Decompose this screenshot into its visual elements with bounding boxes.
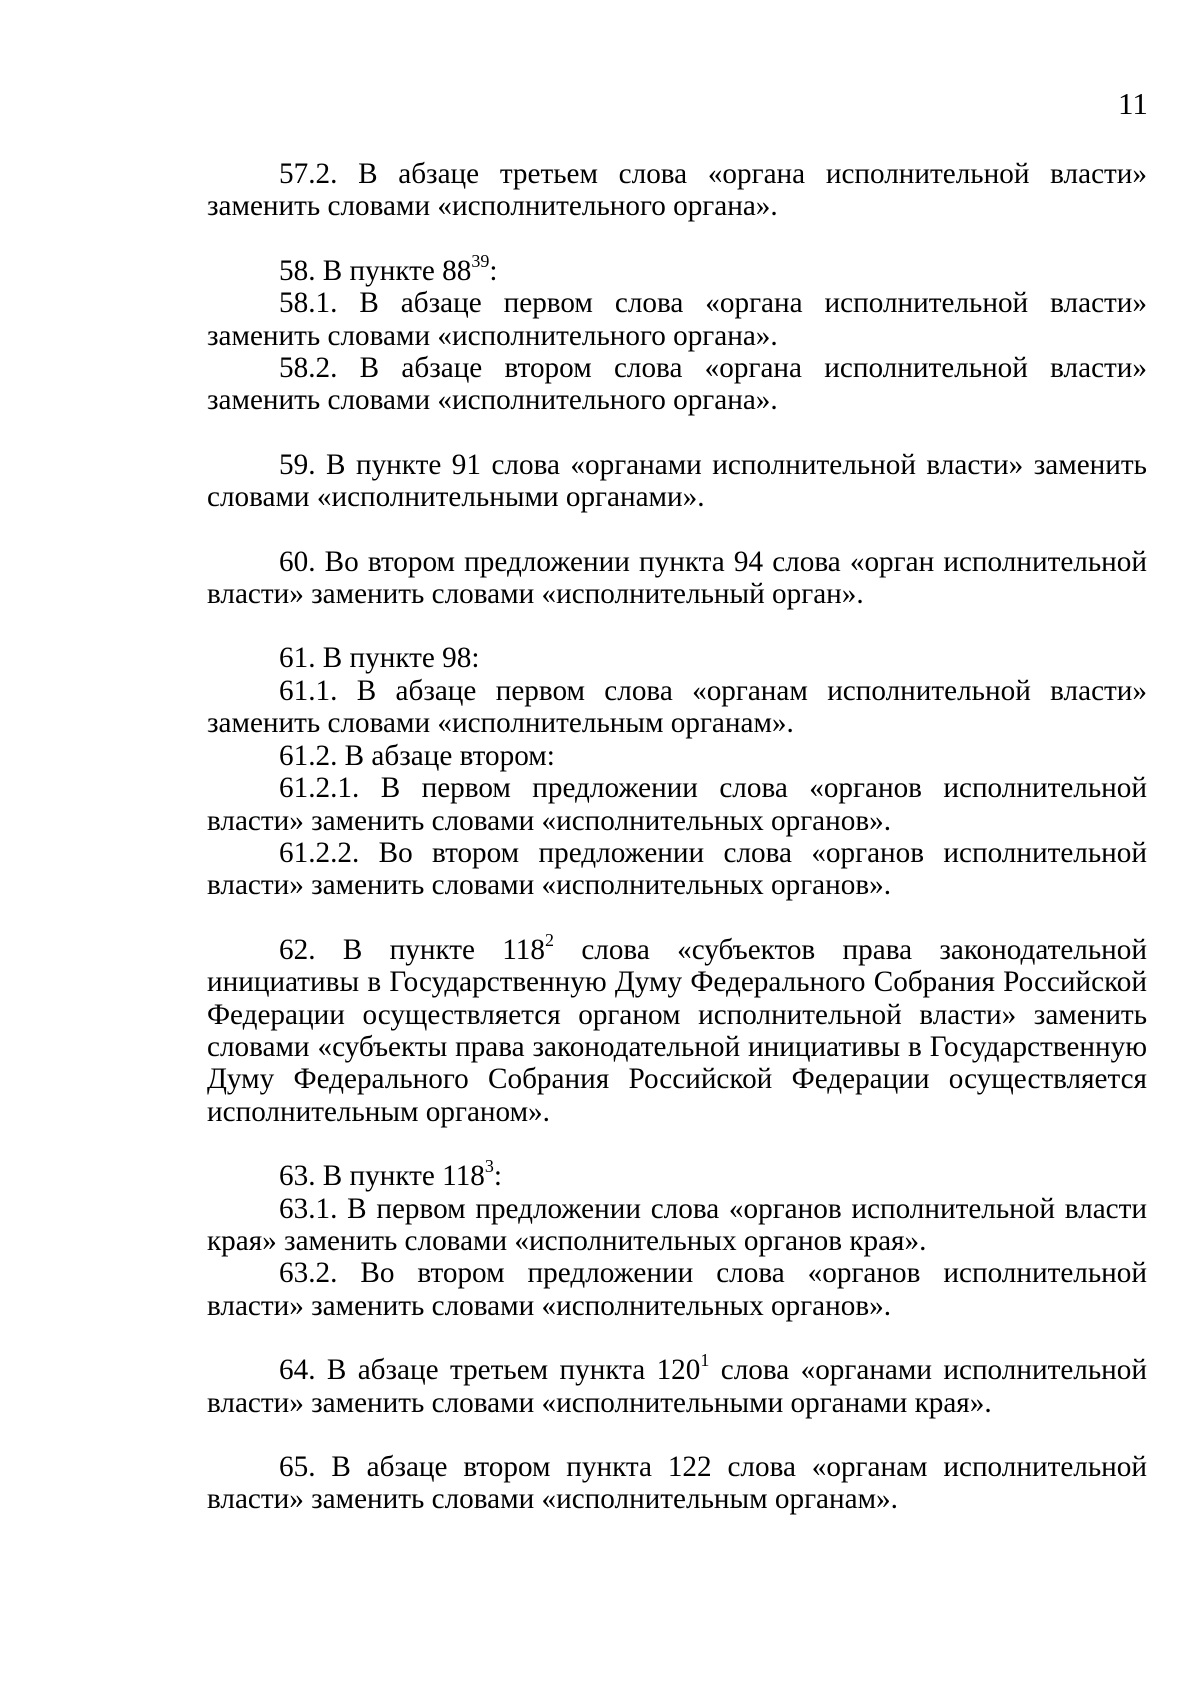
paragraph-text: 63. В пункте 118 xyxy=(279,1160,485,1193)
paragraph-61 xyxy=(207,642,1147,674)
paragraph-61-1 xyxy=(207,675,1147,740)
paragraph-text: 62. В пункте 118 xyxy=(279,933,545,966)
paragraph-tail: слова «субъектов права законодательной инициативы в Государственную Думу Федерального Собрания Российской Федерации осуществляется органом исполнительной власти» заменить словами «субъекты права законодательной инициативы в Государственную Думу Федерального Собрания Российской Федерации осуществляется исполнительным органом». xyxy=(207,933,1147,1128)
paragraph-text: 63.2. Во втором предложении слова «органов исполнительной власти» заменить словами «исполнительных органов». xyxy=(207,1257,1147,1322)
paragraph-text: 61.2. В абзаце втором: xyxy=(279,739,555,772)
paragraph-text: 65. В абзаце втором пункта 122 слова «органам исполнительной власти» заменить словами «исполнительным органам». xyxy=(207,1451,1147,1516)
paragraph-text: 58.1. В абзаце первом слова «органа исполнительной власти» заменить словами «исполнительного органа». xyxy=(207,287,1147,352)
paragraph-63-1 xyxy=(207,1193,1147,1258)
paragraph-text: 64. В абзаце третьем пункта 120 xyxy=(279,1354,701,1387)
paragraph-text: 61.2.2. Во втором предложении слова «органов исполнительной власти» заменить словами «исполнительных органов». xyxy=(207,836,1147,902)
paragraph-text: 58.2. В абзаце втором слова «органа исполнительной власти» заменить словами «исполнительного органа». xyxy=(207,352,1147,417)
paragraph-58 xyxy=(207,251,1147,287)
paragraph-62 xyxy=(207,929,1147,1128)
paragraph-text: 60. Во втором предложении пункта 94 слова «орган исполнительной власти» заменить словами «исполнительный орган». xyxy=(207,545,1147,611)
document-body xyxy=(207,158,1147,1516)
paragraph-61-2 xyxy=(207,740,1147,772)
paragraph-61-2-1 xyxy=(207,772,1147,837)
page-number: 11 xyxy=(1118,86,1148,121)
paragraph-63-2 xyxy=(207,1257,1147,1322)
paragraph-58-2 xyxy=(207,352,1147,417)
paragraph-61-2-2 xyxy=(207,837,1147,902)
paragraph-57-2 xyxy=(207,158,1147,223)
superscript: 3 xyxy=(484,1156,494,1177)
paragraph-65 xyxy=(207,1451,1147,1516)
paragraph-tail: слова «органами исполнительной власти» заменить словами «исполнительными органами края». xyxy=(207,1354,1147,1419)
paragraph-64 xyxy=(207,1350,1147,1419)
paragraph-59 xyxy=(207,449,1147,514)
paragraph-63 xyxy=(207,1156,1147,1193)
paragraph-text: 61.2.1. В первом предложении слова «органов исполнительной власти» заменить словами «исполнительных органов». xyxy=(207,772,1147,837)
paragraph-tail: : xyxy=(493,1160,502,1193)
paragraph-60 xyxy=(207,546,1147,611)
paragraph-text: 63.1. В первом предложении слова «органов исполнительной власти края» заменить словами «исполнительных органов края». xyxy=(207,1192,1147,1257)
paragraph-text: 58. В пункте 88 xyxy=(279,254,472,287)
paragraph-58-1 xyxy=(207,287,1147,352)
paragraph-text: 61.1. В абзаце первом слова «органам исполнительной власти» заменить словами «исполнительным органам». xyxy=(207,674,1147,740)
superscript: 39 xyxy=(471,251,490,272)
paragraph-text: 57.2. В абзаце третьем слова «органа исполнительной власти» заменить словами «исполнительного органа». xyxy=(207,158,1147,223)
superscript: 1 xyxy=(700,1350,710,1371)
paragraph-tail: : xyxy=(489,254,498,287)
paragraph-text: 61. В пункте 98: xyxy=(279,642,480,675)
paragraph-text: 59. В пункте 91 слова «органами исполнительной власти» заменить словами «исполнительными органами». xyxy=(207,448,1147,514)
superscript: 2 xyxy=(544,929,554,950)
